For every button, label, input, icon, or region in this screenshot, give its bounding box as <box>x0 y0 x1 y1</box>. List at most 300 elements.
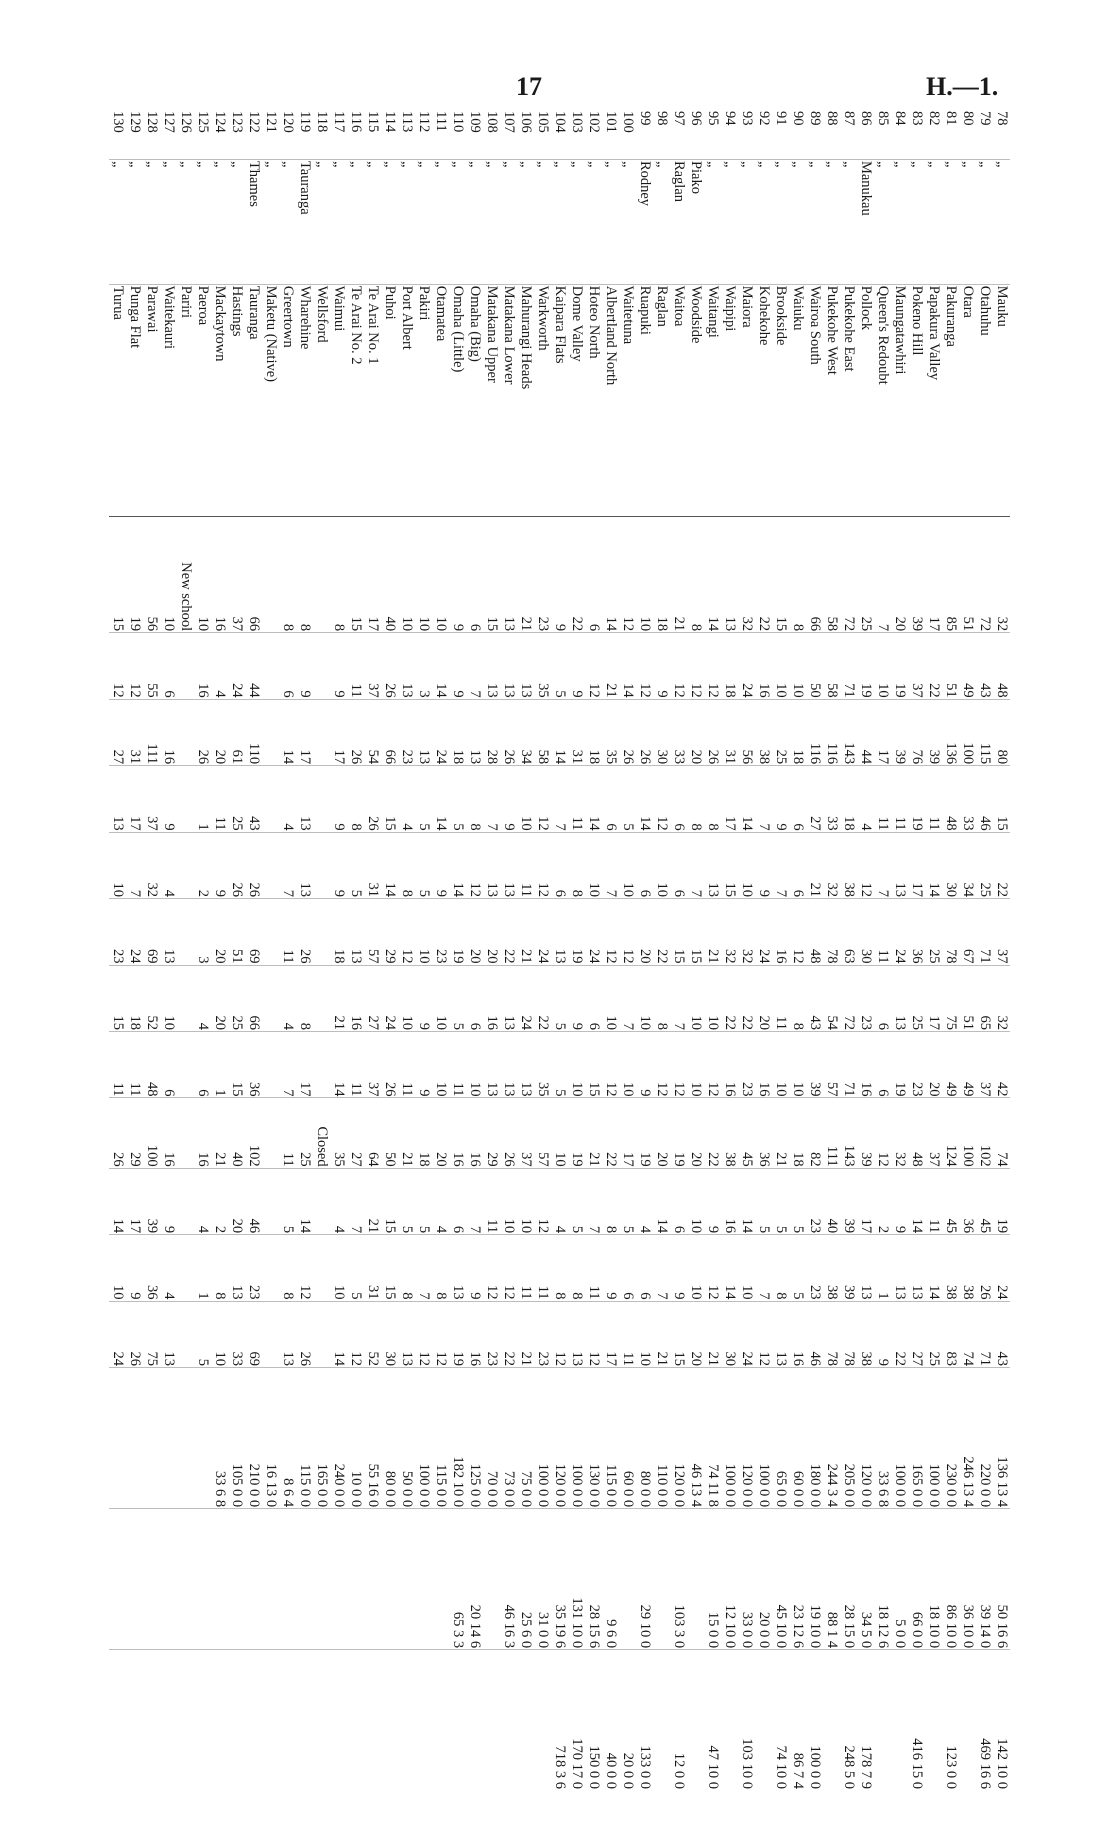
cell: 33 <box>959 766 976 832</box>
row-number: 87 <box>840 110 857 159</box>
cell: 8 <box>789 516 806 633</box>
cell: 8 <box>432 1235 449 1301</box>
cell: 9 <box>449 633 466 699</box>
expense-cell <box>279 1509 296 1650</box>
cell: 30 <box>381 1301 398 1367</box>
salary-cell: 10 0 0 <box>347 1368 364 1509</box>
table-row <box>857 110 874 1790</box>
building-cell <box>415 1650 432 1790</box>
expense-cell: 20 14 6 <box>466 1509 483 1650</box>
cell: 5 <box>568 1168 585 1234</box>
row-number: 102 <box>585 110 602 159</box>
cell: 8 <box>704 766 721 832</box>
salary-cell: 65 0 0 <box>772 1368 789 1509</box>
expense-cell: 103 3 0 <box>670 1509 687 1650</box>
district-cell: „ <box>330 159 347 284</box>
school-name: Pukekohe West <box>823 284 840 516</box>
cell: 21 <box>330 965 347 1031</box>
district-cell: „ <box>908 159 925 284</box>
building-cell <box>432 1650 449 1790</box>
cell: 24 <box>738 633 755 699</box>
cell: 66 <box>245 516 262 633</box>
cell <box>262 633 279 699</box>
school-name: Ruapuki <box>636 284 653 516</box>
cell: 12 <box>585 1301 602 1367</box>
table-row <box>993 110 1010 1790</box>
cell: 7 <box>551 766 568 832</box>
cell: 16 <box>721 1031 738 1097</box>
cell: 17 <box>721 766 738 832</box>
cell: 100 <box>959 699 976 765</box>
cell: 16 <box>721 1168 738 1234</box>
expense-cell <box>415 1509 432 1650</box>
cell <box>262 832 279 898</box>
salary-cell: 244 3 4 <box>823 1368 840 1509</box>
school-name: Albertland North <box>602 284 619 516</box>
school-name: Omaha (Big) <box>466 284 483 516</box>
cell: 5 <box>347 1235 364 1301</box>
cell: 12 <box>619 899 636 965</box>
building-cell: 47 10 0 <box>704 1745 721 1789</box>
cell: 18 <box>789 699 806 765</box>
building-cell <box>330 1650 347 1790</box>
cell: 18 <box>585 699 602 765</box>
cell: 37 <box>228 516 245 633</box>
cell: 9 <box>415 965 432 1031</box>
cell: 6 <box>636 832 653 898</box>
table-row <box>874 110 891 1790</box>
row-number: 107 <box>500 110 517 159</box>
cell: 26 <box>296 1301 313 1367</box>
cell: 18 <box>840 766 857 832</box>
cell: 61 <box>228 699 245 765</box>
cell: 10 <box>398 965 415 1031</box>
cell: 11 <box>211 766 228 832</box>
cell: 14 <box>653 1168 670 1234</box>
cell: 6 <box>585 965 602 1031</box>
cell: 3 <box>415 633 432 699</box>
expense-cell: 18 10 0 <box>925 1509 942 1650</box>
cell <box>313 766 330 832</box>
cell: 4 <box>636 1168 653 1234</box>
table-row <box>619 110 636 1790</box>
cell: 12 <box>619 516 636 633</box>
cell: 14 <box>619 633 636 699</box>
cell: 10 <box>500 1168 517 1234</box>
cell: 34 <box>959 832 976 898</box>
cell <box>262 1301 279 1367</box>
row-number: 98 <box>653 110 670 159</box>
cell: 13 <box>721 516 738 633</box>
cell: 10 <box>466 1031 483 1097</box>
school-name: Waipipi <box>721 284 738 516</box>
expense-cell <box>364 1509 381 1650</box>
cell: 7 <box>126 832 143 898</box>
cell: 22 <box>925 633 942 699</box>
cell: 11 <box>347 633 364 699</box>
cell: 13 <box>551 899 568 965</box>
cell: 13 <box>857 1235 874 1301</box>
cell: 13 <box>772 1301 789 1367</box>
district-cell: „ <box>279 159 296 284</box>
cell: 22 <box>500 1301 517 1367</box>
cell: 8 <box>687 766 704 832</box>
cell: 9 <box>296 633 313 699</box>
cell: 9 <box>126 1235 143 1301</box>
cell: 12 <box>653 766 670 832</box>
building-cell: 718 3 6 <box>551 1745 568 1789</box>
cell: 27 <box>364 965 381 1031</box>
table-row <box>500 110 517 1790</box>
cell: 8 <box>602 1168 619 1234</box>
cell: 32 <box>738 516 755 633</box>
cell: 10 <box>772 633 789 699</box>
school-name: Maketu (Native) <box>262 284 279 516</box>
cell: 5 <box>398 1168 415 1234</box>
expense-cell: 36 10 0 <box>959 1509 976 1650</box>
cell: 12 <box>500 1235 517 1301</box>
cell: 38 <box>857 1301 874 1367</box>
cell: 4 <box>160 1235 177 1301</box>
expense-cell: 18 12 6 <box>874 1509 891 1650</box>
cell: 6 <box>160 1031 177 1097</box>
cell: 37 <box>908 633 925 699</box>
cell: 38 <box>942 1235 959 1301</box>
school-name: Waitangi <box>704 284 721 516</box>
cell: 5 <box>415 1168 432 1234</box>
cell: 10 <box>415 516 432 633</box>
salary-cell: 115 0 0 <box>602 1368 619 1509</box>
cell: 7 <box>772 832 789 898</box>
cell: 6 <box>602 766 619 832</box>
cell: 11 <box>925 766 942 832</box>
cell <box>313 832 330 898</box>
cell: 9 <box>874 1301 891 1367</box>
cell: 17 <box>330 699 347 765</box>
cell: 23 <box>738 1031 755 1097</box>
cell <box>262 699 279 765</box>
building-cell <box>279 1650 296 1790</box>
salary-cell: 120 0 0 <box>857 1368 874 1509</box>
cell: 38 <box>823 1235 840 1301</box>
salary-cell: 33 6 8 <box>211 1368 228 1509</box>
building-cell <box>959 1650 976 1790</box>
cell: 24 <box>891 899 908 965</box>
cell: 56 <box>738 699 755 765</box>
district-cell: „ <box>568 159 585 284</box>
cell: 6 <box>466 516 483 633</box>
row-number: 110 <box>449 110 466 159</box>
building-cell: 74 10 0 <box>772 1745 789 1789</box>
building-cell: 12 0 0 <box>670 1752 687 1789</box>
cell: 46 <box>976 766 993 832</box>
cell: 20 <box>211 965 228 1031</box>
cell: 13 <box>500 516 517 633</box>
cell <box>177 832 194 898</box>
building-cell <box>160 1650 177 1790</box>
cell: 11 <box>347 1031 364 1097</box>
cell: 15 <box>993 766 1010 832</box>
cell: 14 <box>279 699 296 765</box>
table-row <box>398 110 415 1790</box>
cell: 15 <box>483 516 500 633</box>
cell: 8 <box>789 965 806 1031</box>
cell: 30 <box>857 899 874 965</box>
district-cell: Raglan <box>670 159 687 284</box>
school-name: Punga Flat <box>126 284 143 516</box>
cell: 13 <box>483 633 500 699</box>
row-number: 80 <box>959 110 976 159</box>
district-cell: „ <box>789 159 806 284</box>
cell: 8 <box>347 766 364 832</box>
salary-cell: 120 0 0 <box>738 1368 755 1509</box>
cell: 110 <box>245 699 262 765</box>
row-number: 83 <box>908 110 925 159</box>
cell: 12 <box>483 1235 500 1301</box>
cell: 14 <box>432 633 449 699</box>
salary-cell: 100 0 0 <box>721 1368 738 1509</box>
expense-cell <box>296 1509 313 1650</box>
district-cell: „ <box>211 159 228 284</box>
row-number: 124 <box>211 110 228 159</box>
cell: 1 <box>194 766 211 832</box>
cell: 21 <box>670 516 687 633</box>
row-number: 86 <box>857 110 874 159</box>
cell: 64 <box>364 1098 381 1168</box>
school-name: Parawai <box>143 284 160 516</box>
cell: 10 <box>687 1031 704 1097</box>
cell: 10 <box>738 832 755 898</box>
building-cell: 103 10 0 <box>738 1738 755 1789</box>
cell: 71 <box>976 899 993 965</box>
cell: 15 <box>109 516 126 633</box>
cell: 9 <box>330 633 347 699</box>
cell: 12 <box>534 1168 551 1234</box>
cell: 111 <box>143 699 160 765</box>
district-cell: Tauranga <box>296 159 313 284</box>
cell: 16 <box>755 1031 772 1097</box>
cell: 22 <box>721 965 738 1031</box>
salary-cell <box>143 1368 160 1509</box>
building-cell: 20 0 0 <box>619 1752 636 1789</box>
cell <box>262 1031 279 1097</box>
salary-cell: 100 0 0 <box>568 1368 585 1509</box>
cell: 10 <box>789 633 806 699</box>
salary-cell <box>177 1368 194 1509</box>
cell: 23 <box>432 899 449 965</box>
cell <box>313 1301 330 1367</box>
cell: 45 <box>738 1098 755 1168</box>
cell: 39 <box>840 1168 857 1234</box>
cell: 22 <box>755 516 772 633</box>
expense-cell: 131 10 0 <box>568 1509 585 1650</box>
cell: 80 <box>993 699 1010 765</box>
cell: 11 <box>398 1031 415 1097</box>
cell: 12 <box>670 633 687 699</box>
cell: 36 <box>755 1098 772 1168</box>
cell: 143 <box>840 699 857 765</box>
cell: 40 <box>228 1098 245 1168</box>
building-cell <box>500 1650 517 1790</box>
cell: 39 <box>840 1235 857 1301</box>
cell: 15 <box>228 1031 245 1097</box>
building-cell <box>364 1650 381 1790</box>
cell: 11 <box>279 899 296 965</box>
building-cell <box>398 1650 415 1790</box>
school-name: Mahurangi Heads <box>517 284 534 516</box>
expense-cell <box>126 1509 143 1650</box>
cell: 9 <box>653 633 670 699</box>
cell: 16 <box>483 965 500 1031</box>
row-number: 109 <box>466 110 483 159</box>
expense-cell <box>177 1509 194 1650</box>
cell: 13 <box>500 633 517 699</box>
cell: 39 <box>891 699 908 765</box>
cell: 54 <box>823 965 840 1031</box>
cell: 20 <box>687 1301 704 1367</box>
row-number: 99 <box>636 110 653 159</box>
cell: 31 <box>364 832 381 898</box>
cell: 9 <box>449 516 466 633</box>
cell: 4 <box>194 965 211 1031</box>
table-row <box>466 110 483 1790</box>
school-name: Maungatawhiri <box>891 284 908 516</box>
cell: 12 <box>466 832 483 898</box>
cell: 2 <box>874 1168 891 1234</box>
cell: 115 <box>976 699 993 765</box>
cell: 15 <box>347 516 364 633</box>
cell: 9 <box>670 1235 687 1301</box>
building-cell <box>483 1650 500 1790</box>
cell: 14 <box>602 516 619 633</box>
cell: 14 <box>738 766 755 832</box>
cell: 23 <box>534 516 551 633</box>
salary-cell: 115 0 0 <box>432 1368 449 1509</box>
cell: 3 <box>194 899 211 965</box>
district-cell: „ <box>466 159 483 284</box>
cell: 39 <box>925 699 942 765</box>
cell: 124 <box>942 1098 959 1168</box>
table-row <box>262 110 279 1790</box>
cell: 69 <box>143 899 160 965</box>
table-row <box>177 110 194 1790</box>
cell: 8 <box>330 516 347 633</box>
school-name: Maiora <box>738 284 755 516</box>
school-name: Wellsford <box>313 284 330 516</box>
salary-cell: 240 0 0 <box>330 1368 347 1509</box>
building-cell <box>687 1650 704 1790</box>
table-row <box>721 110 738 1790</box>
cell <box>313 1168 330 1234</box>
cell: 31 <box>568 699 585 765</box>
cell <box>262 1168 279 1234</box>
salary-cell: 230 0 0 <box>942 1368 959 1509</box>
cell: 10 <box>789 1031 806 1097</box>
cell: 13 <box>398 1301 415 1367</box>
district-cell: „ <box>143 159 160 284</box>
cell: 10 <box>704 965 721 1031</box>
row-number: 119 <box>296 110 313 159</box>
cell: 9 <box>568 633 585 699</box>
expense-cell <box>109 1509 126 1650</box>
school-name: Hoteo North <box>585 284 602 516</box>
expense-cell <box>432 1509 449 1650</box>
cell: 74 <box>993 1098 1010 1168</box>
salary-cell: 74 11 8 <box>704 1368 721 1509</box>
cell: 6 <box>466 965 483 1031</box>
salary-cell: 16 13 0 <box>262 1368 279 1509</box>
cell: 18 <box>721 633 738 699</box>
cell: 32 <box>823 832 840 898</box>
row-number: 123 <box>228 110 245 159</box>
cell: 1 <box>211 1031 228 1097</box>
building-cell <box>449 1650 466 1790</box>
district-cell: „ <box>704 159 721 284</box>
cell: 12 <box>874 1098 891 1168</box>
cell: 45 <box>976 1168 993 1234</box>
cell: 51 <box>228 899 245 965</box>
cell: 116 <box>806 699 823 765</box>
cell: 30 <box>721 1301 738 1367</box>
cell: 13 <box>483 832 500 898</box>
row-number: 82 <box>925 110 942 159</box>
school-name: Waitetuna <box>619 284 636 516</box>
cell: 16 <box>755 633 772 699</box>
table-row <box>789 110 806 1790</box>
cell <box>262 965 279 1031</box>
cell: 16 <box>211 516 228 633</box>
cell: 102 <box>976 1098 993 1168</box>
school-name: Wairoa South <box>806 284 823 516</box>
salary-cell: 220 0 0 <box>976 1368 993 1509</box>
cell: 102 <box>245 1098 262 1168</box>
building-cell: 170 17 0 <box>568 1738 585 1789</box>
cell: 13 <box>160 899 177 965</box>
cell: 37 <box>993 899 1010 965</box>
district-cell: „ <box>432 159 449 284</box>
cell: 22 <box>653 899 670 965</box>
cell: 32 <box>738 899 755 965</box>
cell: 2 <box>211 1168 228 1234</box>
table-row <box>772 110 789 1790</box>
cell: 8 <box>568 832 585 898</box>
district-cell: „ <box>109 159 126 284</box>
table-row <box>755 110 772 1790</box>
cell: 16 <box>772 899 789 965</box>
cell: 10 <box>398 516 415 633</box>
cell: 7 <box>874 832 891 898</box>
cell: 14 <box>721 1235 738 1301</box>
cell: 26 <box>126 1301 143 1367</box>
expense-cell: 25 6 0 <box>517 1509 534 1650</box>
row-number: 104 <box>551 110 568 159</box>
row-number: 78 <box>993 110 1010 159</box>
cell: 10 <box>330 1235 347 1301</box>
district-cell: „ <box>823 159 840 284</box>
school-name: Matakana Lower <box>500 284 517 516</box>
cell: 10 <box>109 832 126 898</box>
building-cell <box>211 1650 228 1790</box>
cell: 13 <box>568 1301 585 1367</box>
cell: 9 <box>415 1031 432 1097</box>
cell: 6 <box>585 516 602 633</box>
cell: 8 <box>687 516 704 633</box>
cell: 76 <box>908 699 925 765</box>
schools-table <box>109 110 1010 1790</box>
cell: 24 <box>381 965 398 1031</box>
district-cell: „ <box>551 159 568 284</box>
school-name: Turua <box>109 284 126 516</box>
